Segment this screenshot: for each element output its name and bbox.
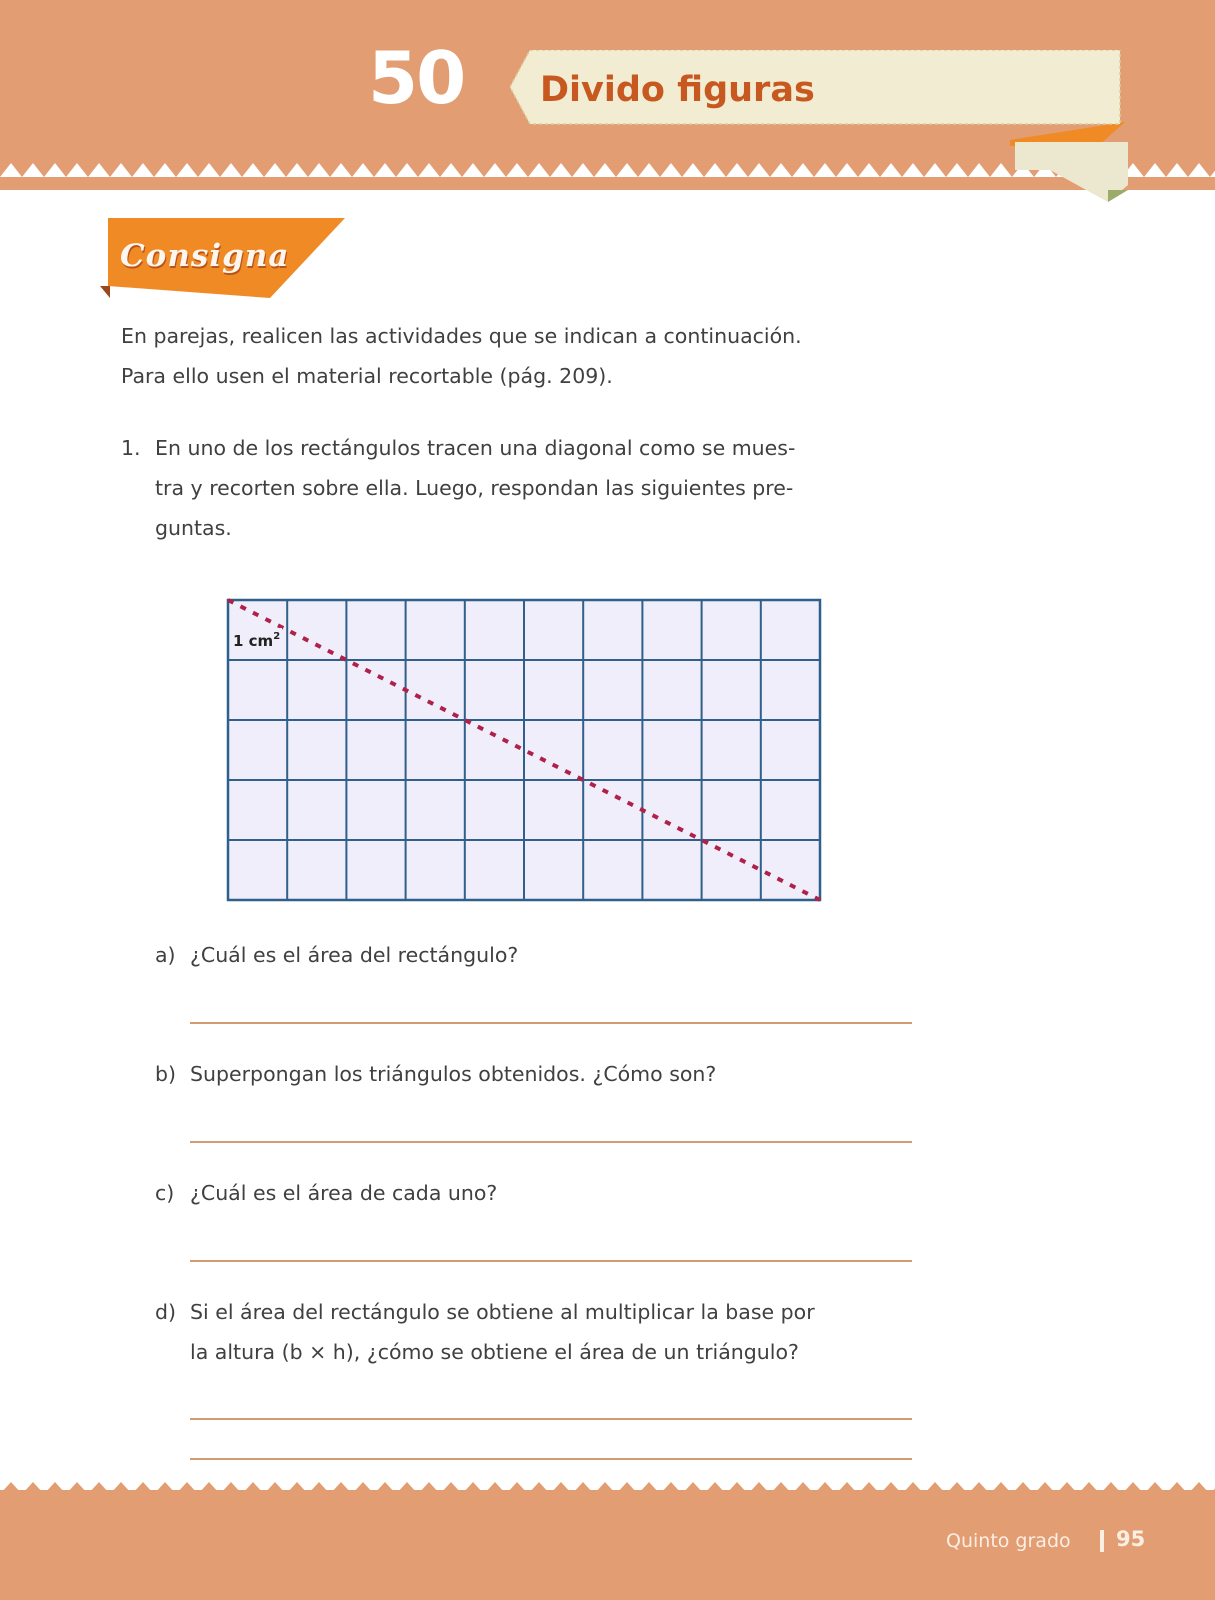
- instructions-line-1: En parejas, realicen las actividades que se indican a continuación.: [121, 324, 802, 348]
- lesson-title: Divido figuras: [540, 70, 815, 110]
- answer-line-c[interactable]: [190, 1260, 912, 1262]
- page-number: 95: [1116, 1527, 1146, 1551]
- activity-line-1: En uno de los rectángulos tracen una diagonal como se mues-: [155, 436, 796, 460]
- lesson-number: 50: [368, 36, 465, 120]
- rectangle-grid-figure: [226, 598, 826, 903]
- question-d-text-line-2: la altura (b × h), ¿cómo se obtiene el área de un triángulo?: [190, 1340, 799, 1364]
- activity-number: 1.: [121, 436, 141, 460]
- question-a-letter: a): [155, 943, 176, 967]
- footer-zigzag-edge: [0, 1480, 1215, 1494]
- instructions: [121, 316, 921, 396]
- footer-separator: [1100, 1530, 1104, 1552]
- instructions-line-2: Para ello usen el material recortable (pág. 209).: [121, 364, 613, 388]
- question-c-text: ¿Cuál es el área de cada uno?: [190, 1181, 498, 1205]
- question-a-text: ¿Cuál es el área del rectángulo?: [190, 943, 519, 967]
- answer-line-d-2[interactable]: [190, 1458, 912, 1460]
- activity-text: [155, 428, 915, 548]
- activity-line-3: guntas.: [155, 516, 232, 540]
- grid-svg: [226, 598, 826, 903]
- question-b-text: Superpongan los triángulos obtenidos. ¿Cómo son?: [190, 1062, 717, 1086]
- answer-line-b[interactable]: [190, 1141, 912, 1143]
- grade-label: Quinto grado: [946, 1530, 1071, 1552]
- question-d-letter: d): [155, 1300, 177, 1324]
- consigna-label: Consigna: [120, 238, 290, 274]
- question-d-text-line-1: Si el área del rectángulo se obtiene al multiplicar la base por: [190, 1300, 815, 1324]
- question-b-letter: b): [155, 1062, 177, 1086]
- activity-line-2: tra y recorten sobre ella. Luego, respondan las siguientes pre-: [155, 476, 794, 500]
- unit-label: 1 $cm^2$: [233, 631, 281, 650]
- question-c-letter: c): [155, 1181, 175, 1205]
- answer-line-a[interactable]: [190, 1022, 912, 1024]
- answer-line-d-1[interactable]: [190, 1418, 912, 1420]
